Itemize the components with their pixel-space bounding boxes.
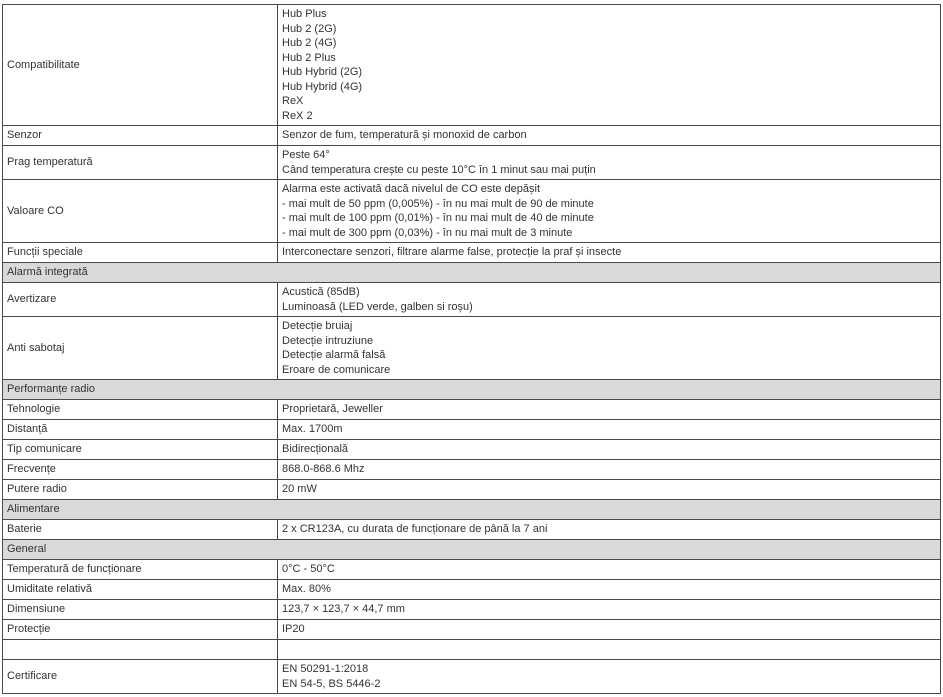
spec-value-line: Luminoasă (LED verde, galben si roșu) (282, 300, 473, 313)
specifications-table (2, 4, 941, 694)
spec-value-line: Alarma este activată dacă nivelul de CO este depășit (282, 183, 541, 195)
table-row-dimensions (3, 600, 941, 620)
spec-value-line: - mai mult de 100 ppm (0,01%) - în nu mai mult de 40 de minute (282, 212, 594, 224)
spec-value-line: EN 50291-1:2018 (282, 663, 369, 675)
spec-value (278, 317, 941, 380)
spec-value-line: Hub Hybrid (2G) (282, 66, 363, 78)
spec-value (278, 146, 941, 180)
spec-value (278, 620, 941, 640)
spec-label: Funcții speciale (3, 243, 278, 263)
spec-value-line: 2 x CR123A, cu durata de funcționare de până la 7 ani (282, 523, 548, 536)
spec-label: Temperatură de funcționare (3, 560, 278, 580)
table-row-co-value (3, 180, 941, 243)
spec-value-line: Detecție alarmă falsă (282, 349, 386, 361)
spec-label: Dimensiune (3, 600, 278, 620)
spec-label: Avertizare (3, 283, 278, 317)
spec-value (278, 400, 941, 420)
spec-value (278, 640, 941, 660)
spec-value-line: ReX (282, 95, 304, 107)
spec-value-line: Acustică (85dB) (282, 286, 360, 298)
spec-value-line: Când temperatura crește cu peste 10°C în 1 minut sau mai puțin (282, 163, 596, 176)
table-row-anti-tamper (3, 317, 941, 380)
spec-value (278, 180, 941, 243)
spec-label: Prag temperatură (3, 146, 278, 180)
spec-value-line: Hub 2 (4G) (282, 37, 337, 49)
table-row-sensor (3, 126, 941, 146)
spec-value (278, 243, 941, 263)
table-row-protection (3, 620, 941, 640)
spec-value (278, 480, 941, 500)
spec-value-line: Max. 80% (282, 583, 331, 596)
section-title: Alarmă integrată (3, 263, 941, 283)
spec-label: Putere radio (3, 480, 278, 500)
specifications-body (3, 5, 941, 694)
table-row-warning (3, 283, 941, 317)
table-row-battery (3, 520, 941, 540)
section-title: General (3, 540, 941, 560)
spec-value (278, 460, 941, 480)
spec-value-line: 123,7 × 123,7 × 44,7 mm (282, 603, 405, 616)
spec-label: Senzor (3, 126, 278, 146)
spec-label: Compatibilitate (3, 5, 278, 126)
section-title: Performanțe radio (3, 380, 941, 400)
spec-value-line: Detecție intruziune (282, 334, 374, 347)
section-title: Alimentare (3, 500, 941, 520)
table-row-distance (3, 420, 941, 440)
spec-value-line: Peste 64° (282, 149, 330, 161)
spec-label: Tehnologie (3, 400, 278, 420)
spec-value-line: Hub 2 (2G) (282, 22, 337, 35)
spec-value-line: EN 54-5, BS 5446-2 (282, 677, 381, 690)
section-header-radio-performance (3, 380, 941, 400)
spec-label: Anti sabotaj (3, 317, 278, 380)
spec-value (278, 420, 941, 440)
spec-value (278, 283, 941, 317)
table-row-temperature-threshold (3, 146, 941, 180)
spec-value-line: Interconectare senzori, filtrare alarme false, protecție la praf și insecte (282, 246, 622, 259)
spec-value-line: Max. 1700m (282, 423, 343, 436)
table-row-radio-power (3, 480, 941, 500)
spec-value-line: Senzor de fum, temperatură și monoxid de carbon (282, 129, 527, 142)
spec-label: Distanță (3, 420, 278, 440)
spec-label: Protecție (3, 620, 278, 640)
spec-value-line: Eroare de comunicare (282, 363, 391, 376)
spec-value-line: Bidirecțională (282, 443, 349, 456)
spec-value-line: Hub Plus (282, 8, 327, 20)
spec-value (278, 660, 941, 694)
spec-value-line: 20 mW (282, 483, 317, 496)
spec-value-line: IP20 (282, 623, 305, 636)
spec-label: Baterie (3, 520, 278, 540)
table-row-special-functions (3, 243, 941, 263)
table-row-communication-type (3, 440, 941, 460)
spec-label: Valoare CO (3, 180, 278, 243)
spec-label: Umiditate relativă (3, 580, 278, 600)
spec-label (3, 640, 278, 660)
spec-value-line: 868.0-868.6 Mhz (282, 463, 365, 476)
spec-value-line: Hub Hybrid (4G) (282, 80, 363, 93)
spec-value-line: Hub 2 Plus (282, 51, 336, 64)
spec-value-line: Proprietară, Jeweller (282, 403, 383, 416)
table-row-compatibility (3, 5, 941, 126)
section-header-power-supply (3, 500, 941, 520)
table-row-technology (3, 400, 941, 420)
spec-label: Certificare (3, 660, 278, 694)
spec-value (278, 440, 941, 460)
spec-value-line: ReX 2 (282, 109, 313, 122)
spec-value (278, 5, 941, 126)
table-row-empty (3, 640, 941, 660)
spec-value (278, 560, 941, 580)
spec-label: Tip comunicare (3, 440, 278, 460)
table-row-certification (3, 660, 941, 694)
section-header-general (3, 540, 941, 560)
spec-value-line: 0°C - 50°C (282, 563, 335, 576)
table-row-operating-temperature (3, 560, 941, 580)
spec-value-line: Detecție bruiaj (282, 320, 353, 332)
spec-value-line: - mai mult de 300 ppm (0,03%) - în nu mai mult de 3 minute (282, 226, 573, 239)
spec-value (278, 520, 941, 540)
table-row-frequencies (3, 460, 941, 480)
section-header-integrated-alarm (3, 263, 941, 283)
spec-value-line: - mai mult de 50 ppm (0,005%) - în nu mai mult de 90 de minute (282, 197, 594, 210)
table-row-relative-humidity (3, 580, 941, 600)
spec-value (278, 580, 941, 600)
spec-label: Frecvențe (3, 460, 278, 480)
spec-value (278, 600, 941, 620)
spec-value (278, 126, 941, 146)
